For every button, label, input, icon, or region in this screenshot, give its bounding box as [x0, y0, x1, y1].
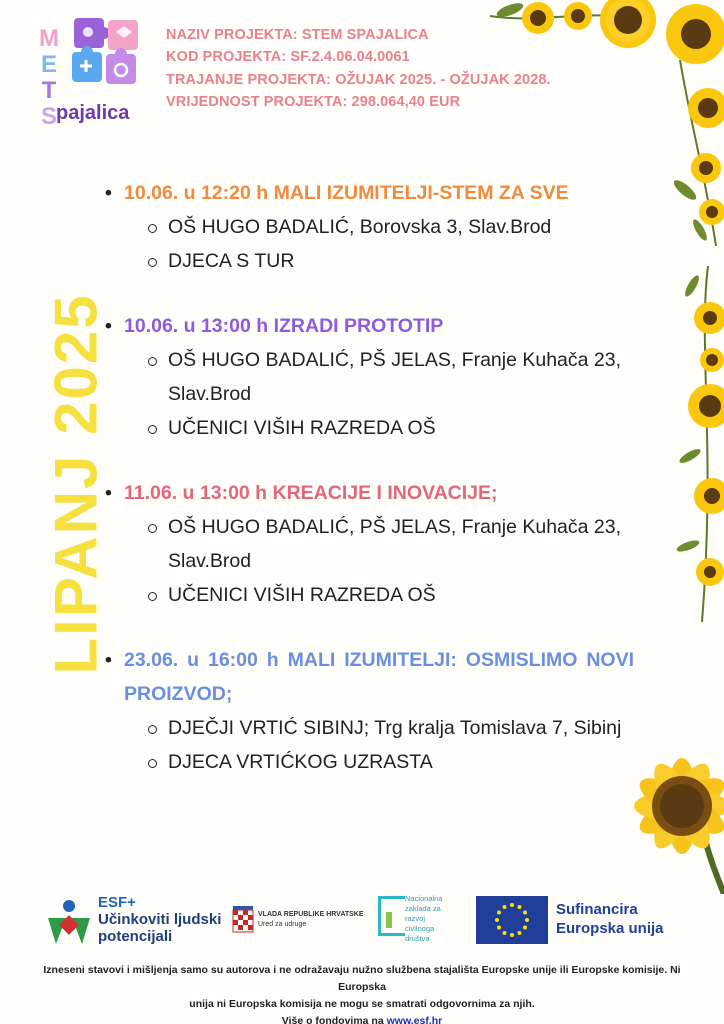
eu-star-icon	[523, 926, 527, 930]
eu-star-icon	[503, 931, 507, 935]
esf-logo-text	[98, 894, 221, 945]
event-audience: UČENICI VIŠIH RAZREDA OŠ	[102, 578, 634, 612]
event-heading: • 23.06. u 16:00 h MALI IZUMITELJI: OSMISLIMO NOVI PROIZVOD;	[102, 643, 634, 711]
puzzle-logo-icon	[68, 14, 148, 106]
logo-letter-s: S	[40, 103, 57, 130]
esf-plus-icon	[44, 896, 94, 946]
disclaimer-line3	[30, 1013, 694, 1024]
zaklada-line5: društva	[405, 934, 430, 943]
event-location: OŠ HUGO BADALIĆ, PŠ JELAS, Franje Kuhača 23, Slav.Brod	[102, 343, 634, 411]
funding-logos	[0, 884, 724, 954]
event-location: DJEČJI VRTIĆ SIBINJ; Trg kralja Tomislava 7, Sibinj	[102, 711, 634, 745]
event-heading: • 10.06. u 13:00 h IZRADI PROTOTIP	[102, 309, 634, 343]
event-heading: • 10.06. u 12:20 h MALI IZUMITELJI-STEM ZA SVE	[102, 176, 634, 210]
esf-website-link[interactable]: www.esf.hr	[386, 1015, 443, 1024]
eu-star-icon	[518, 905, 522, 909]
project-name: NAZIV PROJEKTA: STEM SPAJALICA	[166, 27, 429, 43]
gov-logo-text	[258, 910, 364, 930]
esf-title: ESF+	[98, 894, 136, 911]
zaklada-line3: razvoj	[405, 914, 426, 923]
gov-line2: Ured za udruge	[258, 921, 307, 928]
event-item	[102, 176, 634, 278]
event-audience: DJECA S TUR	[102, 244, 634, 278]
disclaimer-line1: Izneseni stavovi i mišljenja samo su autorova i ne odražavaju nužno službena stajališta Europske unije ili Europske komisije. Ni Europska	[43, 964, 681, 993]
sunflower-side-decoration	[668, 266, 724, 626]
eu-star-icon	[503, 905, 507, 909]
eu-star-icon	[510, 933, 514, 937]
event-location: OŠ HUGO BADALIĆ, Borovska 3, Slav.Brod	[102, 210, 634, 244]
disclaimer-prefix: Više o fondovima na	[281, 1015, 387, 1024]
croatian-coat-of-arms-icon	[232, 906, 254, 934]
event-item	[102, 643, 634, 779]
project-value: VRIJEDNOST PROJEKTA: 298.064,40 EUR	[166, 93, 461, 110]
event-heading: • 11.06. u 13:00 h KREACIJE I INOVACIJE;	[102, 476, 634, 510]
logo-letter-e: E	[40, 51, 57, 78]
esf-line1: Učinkoviti ljudski	[98, 911, 222, 928]
event-audience: DJECA VRTIĆKOG UZRASTA	[102, 745, 634, 779]
event-item	[102, 476, 634, 612]
eu-star-icon	[525, 918, 529, 922]
month-title: LIPANJ 2025	[42, 293, 110, 675]
disclaimer-line2: unija ni Europska komisija ne mogu se smatrati odgovornima za njih.	[189, 998, 535, 1010]
eu-line1: Sufinancira	[556, 901, 638, 918]
events-list	[102, 176, 634, 779]
event-audience: UČENICI VIŠIH RAZREDA OŠ	[102, 411, 634, 445]
esf-line2: potencijali	[98, 928, 173, 945]
disclaimer	[30, 962, 694, 1024]
logo-word: pajalica	[56, 102, 130, 124]
stem-spajalica-logo	[14, 10, 154, 130]
eu-line2: Europska unija	[556, 920, 664, 937]
event-location: OŠ HUGO BADALIĆ, PŠ JELAS, Franje Kuhača 23, Slav.Brod	[102, 510, 634, 578]
zaklada-line1: Nacionalna	[405, 894, 443, 903]
zaklada-line2: zaklada za	[405, 904, 441, 913]
project-duration: TRAJANJE PROJEKTA: OŽUJAK 2025. - OŽUJAK 2028.	[166, 71, 551, 88]
eu-star-icon	[510, 903, 514, 907]
eu-star-icon	[495, 918, 499, 922]
logo-letter-m: M	[39, 25, 59, 52]
project-code: KOD PROJEKTA: SF.2.4.06.04.0061	[166, 49, 410, 66]
eu-star-icon	[523, 911, 527, 915]
zaklada-logo-text	[405, 894, 443, 944]
eu-star-icon	[497, 911, 501, 915]
zaklada-bar-icon	[386, 912, 392, 928]
gov-line1: VLADA REPUBLIKE HRVATSKE	[258, 911, 364, 918]
logo-letter-t: T	[41, 77, 57, 104]
eu-star-icon	[518, 931, 522, 935]
eu-flag-icon	[476, 896, 548, 944]
eu-star-icon	[497, 926, 501, 930]
zaklada-line4: civilnoga	[405, 924, 435, 933]
eu-logo-text	[556, 900, 664, 938]
event-item	[102, 309, 634, 445]
